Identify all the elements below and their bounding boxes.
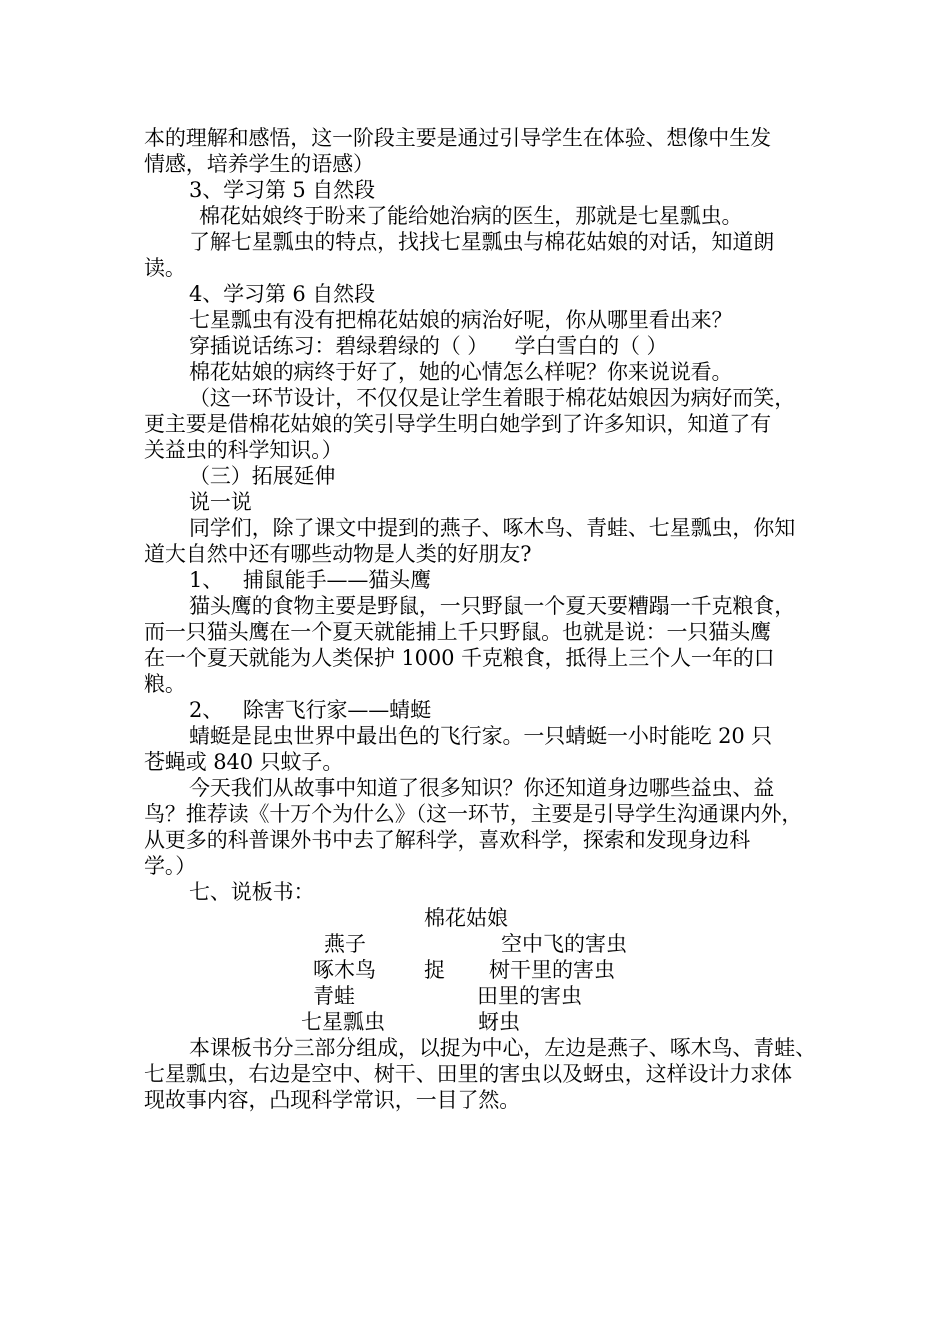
text-line: 在一个夏天就能为人类保护 1000 千克粮食，抵得上三个人一年的口: [144, 646, 775, 670]
text-line: 而一只猫头鹰在一个夏天就能捕上千只野鼠。也就是说：一只猫头鹰: [144, 620, 771, 644]
text-line: 更主要是借棉花姑娘的笑引导学生明白她学到了许多知识，知道了有: [144, 412, 771, 436]
text-line: 今天我们从故事中知道了很多知识？你还知道身边哪些益虫、益: [189, 776, 775, 800]
section-heading: 3、学习第 5 自然段: [189, 178, 375, 202]
text-line: 了解七星瓢虫的特点，找找七星瓢虫与棉花姑娘的对话，知道朗: [189, 230, 775, 254]
text-line: 学。）: [144, 854, 197, 878]
text-line: 情感，培养学生的语感）: [144, 152, 374, 176]
text-line: 穿插说话练习：碧绿碧绿的（ ） 学白雪白的（ ）: [189, 334, 668, 358]
section-heading: （三）拓展延伸: [189, 464, 336, 488]
text-line: 棉花姑娘的病终于好了，她的心情怎么样呢？你来说说看。: [189, 360, 733, 384]
text-line: 蜻蜓是昆虫世界中最出色的飞行家。一只蜻蜓一小时能吃 20 只: [189, 724, 773, 748]
text-line: 现故事内容，凸现科学常识，一目了然。: [144, 1088, 521, 1112]
board-title: 棉花姑娘: [424, 906, 508, 930]
text-line: 本课板书分三部分组成，以捉为中心，左边是燕子、啄木鸟、青蛙、: [189, 1036, 816, 1060]
text-line: 读。: [144, 256, 186, 280]
list-item-heading: 2、 除害飞行家——蜻蜓: [189, 698, 431, 722]
text-line: 关益虫的科学知识。）: [144, 438, 343, 462]
board-right-item: 蚜虫: [478, 1010, 520, 1034]
text-line: 棉花姑娘终于盼来了能给她治病的医生，那就是七星瓢虫。: [199, 204, 743, 228]
board-left-item: 七星瓢虫: [301, 1010, 385, 1034]
board-right-item: 树干里的害虫: [489, 958, 615, 982]
board-left-item: 啄木鸟: [313, 958, 376, 982]
text-line: （这一环节设计，不仅仅是让学生着眼于棉花姑娘因为病好而笑，: [189, 386, 796, 410]
board-center-verb: 捉: [424, 958, 445, 982]
text-line: 本的理解和感悟，这一阶段主要是通过引导学生在体验、想像中生发: [144, 126, 771, 150]
text-line: 说一说: [189, 490, 252, 514]
board-left-item: 燕子: [324, 932, 366, 956]
board-right-item: 田里的害虫: [477, 984, 582, 1008]
board-right-item: 空中飞的害虫: [501, 932, 627, 956]
text-line: 道大自然中还有哪些动物是人类的好朋友?: [144, 542, 532, 566]
text-line: 粮。: [144, 672, 186, 696]
text-line: 同学们，除了课文中提到的燕子、啄木鸟、青蛙、七星瓢虫，你知: [189, 516, 796, 540]
text-line: 猫头鹰的食物主要是野鼠，一只野鼠一个夏天要糟蹋一千克粮食，: [189, 594, 796, 618]
section-heading: 4、学习第 6 自然段: [189, 282, 375, 306]
text-line: 鸟？推荐读《十万个为什么》（这一环节，主要是引导学生沟通课内外，: [144, 802, 803, 826]
text-line: 七星瓢虫，右边是空中、树干、田里的害虫以及蚜虫，这样设计力求体: [144, 1062, 792, 1086]
list-item-heading: 1、 捕鼠能手——猫头鹰: [189, 568, 431, 592]
section-heading: 七、说板书：: [189, 880, 315, 904]
text-line: 七星瓢虫有没有把棉花姑娘的病治好呢，你从哪里看出来？: [189, 308, 733, 332]
text-line: 苍蝇或 840 只蚊子。: [144, 750, 344, 774]
text-line: 从更多的科普课外书中去了解科学，喜欢科学，探索和发现身边科: [144, 828, 751, 852]
board-left-item: 青蛙: [313, 984, 355, 1008]
